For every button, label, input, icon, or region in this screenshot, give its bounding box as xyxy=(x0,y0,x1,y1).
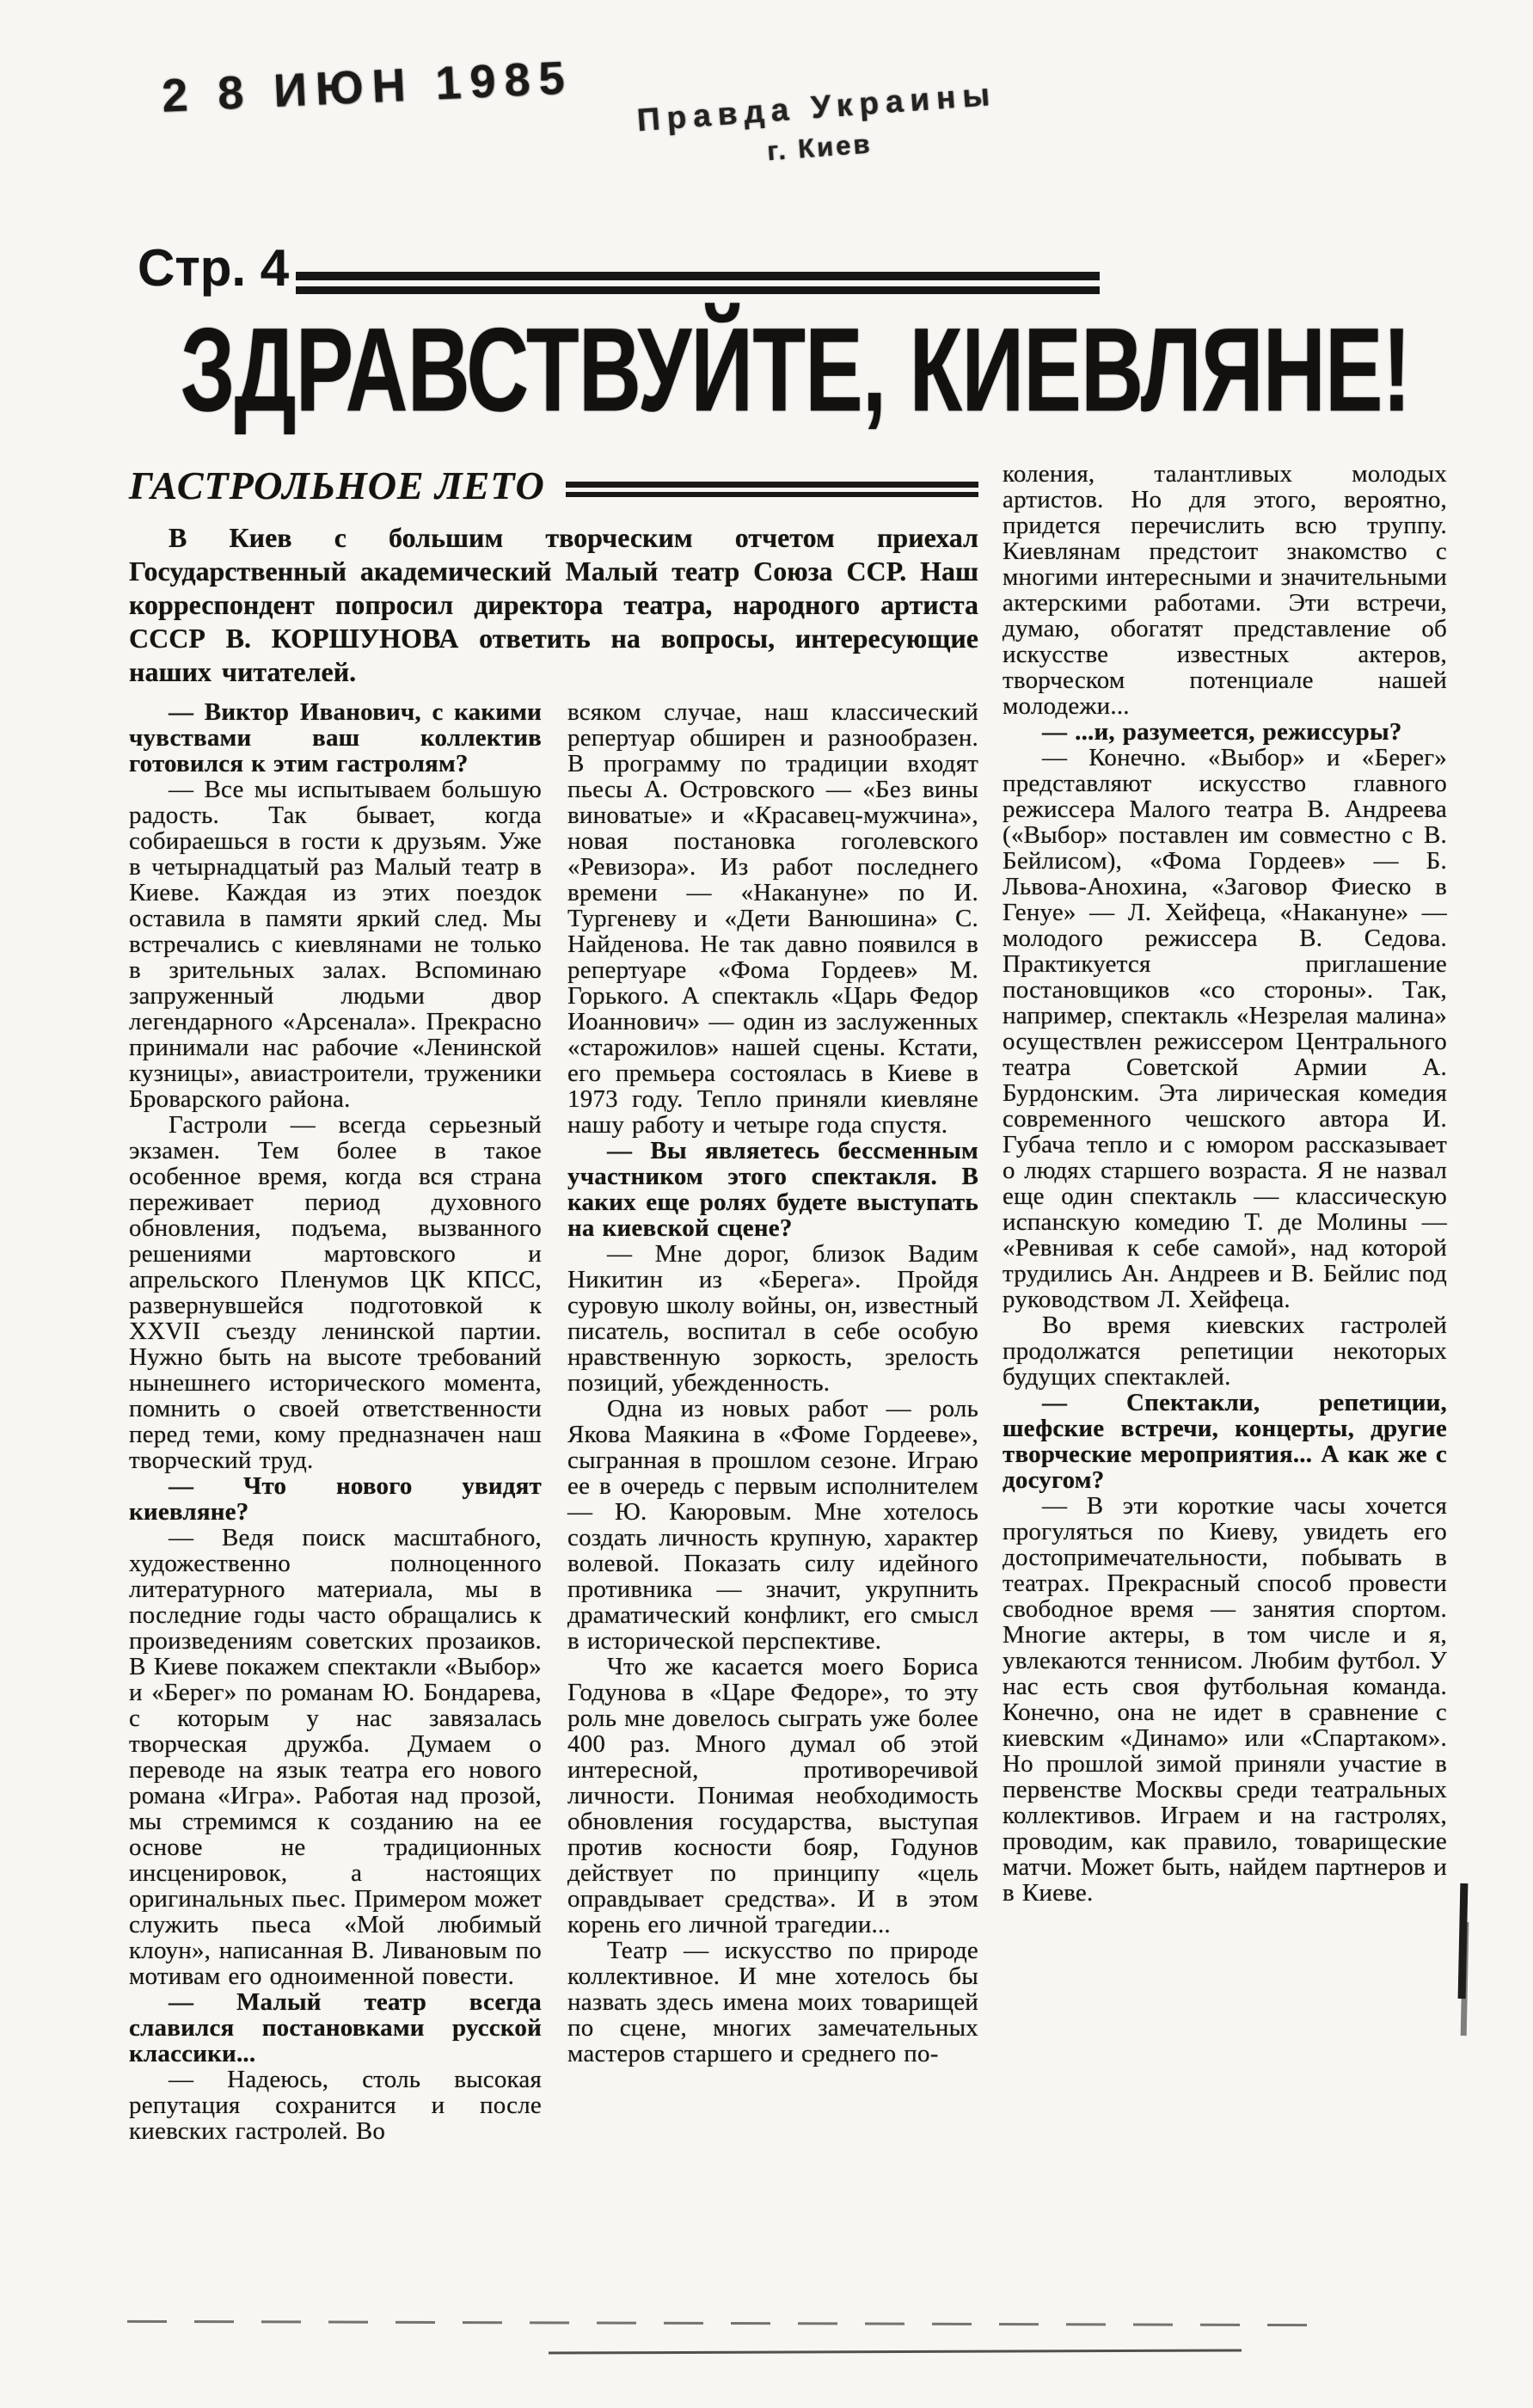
rubric-title: ГАСТРОЛЬНОЕ ЛЕТО xyxy=(129,463,545,507)
scan-artifact-bottom-edge-line xyxy=(127,2320,1324,2326)
article-paragraph: Во время киевских гастролей продолжатся репетиции некоторых будущих спектаклей. xyxy=(1003,1312,1447,1391)
rubric-rule xyxy=(566,482,978,497)
article-headline: ЗДРАВСТВУЙТЕ, КИЕВЛЯНЕ! xyxy=(181,304,1411,437)
article-paragraph: Гастроли — всегда серьезный экзамен. Тем более в такое особенное время, когда вся страна переживает период духовного обновления, подъема, вызванного решениями мартовского и апрельского Пленумов ЦК КПСС, развернувшейся подготовкой к XXVII съезду ленинской партии. Нужно быть на высоте требований нынешнего исторического момента, помнить о своей ответственности перед теми, кому предназначен наш творческий труд. xyxy=(129,1111,542,1475)
date-stamp: 2 8 ИЮН 1985 xyxy=(160,52,574,122)
article-paragraph: — Ведя поиск масштабного, художественно полноценного литературного материала, мы в последние годы часто обращались к произведениям советских прозаиков. В Киеве покажем спектакли «Выбор» и «Берег» по романам Ю. Бондарева, с которым у нас завязалась творческая дружба. Думаем о переводе на язык театра его нового романа «Игра». Работая над прозой, мы стремимся к созданию на ее основе не традиционных инсценировок, а настоящих оригинальных пьес. Примером может служить пьеса «Мой любимый клоун», написанная В. Ливановым по мотивам его одноименной повести. xyxy=(129,1524,542,1991)
article-paragraph: коления, талантливых молодых артистов. Но для этого, вероятно, придется перечислить всю труппу. Киевлянам предстоит знакомство с многими интересными и значительными актерскими работами. Эти встречи, думаю, обогатят представление об искусстве известных актеров, творческом потенциале нашей молодежи... xyxy=(1003,460,1447,720)
article-paragraph: Что же касается моего Бориса Годунова в «Царе Федоре», то эту роль мне довелось сыграть уже более 400 раз. Много думал об этой интересной, противоречивой личности. Понимая необходимость обновления государства, выступая против косности бояр, Годунов действует по принципу «цель оправдывает средства». И в этом корень его личной трагедии... xyxy=(567,1653,978,1939)
interview-question: — Что нового увидят киевляне? xyxy=(129,1472,542,1526)
page-header-rule xyxy=(296,272,1100,294)
columns-1-2 xyxy=(129,699,978,2144)
scan-artifact-bottom-edge-line-2 xyxy=(549,2349,1242,2354)
article-paragraph: всяком случае, наш классический репертуар обширен и разнообразен. В программу по традиции входят пьесы А. Островского — «Без вины виноватые» и «Красавец-мужчина», новая постановка гоголевского «Ревизора». Из работ последнего времени — «Накануне» по И. Тургеневу и «Дети Ванюшина» С. Найденова. Не так давно появился в репертуаре «Фома Гордеев» М. Горького. А спектакль «Царь Федор Иоаннович» — один из заслуженных «старожилов» нашей сцены. Кстати, его премьера состоялась в Киеве в 1973 году. Тепло приняли киевляне нашу работу и четыре года спустя. xyxy=(567,698,978,1140)
rubric-row xyxy=(129,461,978,509)
article-left-block xyxy=(129,461,978,2144)
interview-question: — Виктор Иванович, с какими чувствами ваш коллектив готовился к этим гастролям? xyxy=(129,698,542,778)
scan-artifact-right-edge-mark xyxy=(1458,1883,1469,1999)
page-header xyxy=(138,239,1100,297)
interview-question: — Малый театр всегда славился постановками русской классики... xyxy=(129,1988,542,2068)
article-column-2 xyxy=(567,699,978,2144)
page-number-label: Стр. 4 xyxy=(138,239,290,297)
lead-paragraph: В Киев с большим творческим отчетом приехал Государственный академический Малый театр Союза ССР. Наш корреспондент попросил директора театра, народного артиста СССР В. КОРШУНОВА ответить на вопросы, интересующие наших читателей. xyxy=(129,522,978,688)
article-column-3 xyxy=(1003,461,1447,2144)
article-paragraph: — В эти короткие часы хочется прогуляться по Киеву, увидеть его достопримечательности, побывать в театрах. Прекрасный способ провести свободное время — занятия спортом. Многие актеры, в том числе и я, увлекаются теннисом. Любим футбол. У нас есть своя футбольная команда. Конечно, она не идет в сравнение с киевским «Динамо» или «Спартаком». Но прошлой зимой приняли участие в первенстве Москвы среди театральных коллективов. Играем и на гастролях, проводим, как правило, товарищеские матчи. Может быть, найдем партнеров и в Киеве. xyxy=(1003,1492,1447,1907)
stamp-newspaper-name: Правда Украины xyxy=(635,76,998,138)
article-column-1 xyxy=(129,699,542,2144)
article-paragraph: Театр — искусство по природе коллективное. И мне хотелось бы назвать здесь имена моих товарищей по сцене, многих замечательных мастеров старшего и среднего по- xyxy=(567,1937,978,2068)
article-body xyxy=(129,461,1447,2144)
article-paragraph: Одна из новых работ — роль Якова Маякина в «Фоме Гордееве», сыгранная в прошлом сезоне. Играю ее в очередь с первым исполнителем — Ю. Каюровым. Мне хотелось создать личность крупную, характер волевой. Показать силу идейного противника — значит, укрупнить драматический конфликт, его смысл в исторической перспективе. xyxy=(567,1395,978,1656)
stamp-city: г. Киев xyxy=(765,128,874,167)
article-paragraph: — Конечно. «Выбор» и «Берег» представляют искусство главного режиссера Малого театра В. Андреева («Выбор» поставлен им совместно с В. Бейлисом), «Фома Гордеев» — Б. Львова-Анохина, «Заговор Фиеско в Генуе» — Л. Хейфеца, «Накануне» — молодого режиссера В. Седова. Практикуется приглашение постановщиков «со стороны». Так, например, спектакль «Незрелая малина» осуществлен режиссером Центрального театра Советской Армии А. Бурдонским. Эта лирическая комедия современного чешского автора И. Губача тепло и с юмором рассказывает о людях старшего возраста. Я не назвал еще один спектакль — классическую испанскую комедию Т. де Молины — «Ревнивая к себе самой», над которой трудились Ан. Андреев и В. Бейлис под руководством Л. Хейфеца. xyxy=(1003,744,1447,1313)
interview-question: — Спектакли, репетиции, шефские встречи, концерты, другие творческие мероприятия... А как же с досугом? xyxy=(1003,1389,1447,1494)
article-paragraph: — Надеюсь, столь высокая репутация сохранится и после киевских гастролей. Во xyxy=(129,2066,542,2146)
interview-question: — ...и, разумеется, режиссуры? xyxy=(1042,718,1402,746)
newspaper-stamp xyxy=(635,77,1000,176)
article-paragraph: — Мне дорог, близок Вадим Никитин из «Берега». Пройдя суровую школу войны, он, известный писатель, воспитал в себе особую нравственную зоркость, зрелость позиций, убежденность. xyxy=(567,1240,978,1398)
interview-question: — Вы являетесь бессменным участником этого спектакля. В каких еще ролях будете выступать на киевской сцене? xyxy=(567,1137,978,1243)
article-paragraph: — Все мы испытываем большую радость. Так бывает, когда собираешься в гости к друзьям. Уже в четырнадцатый раз Малый театр в Киеве. Каждая из этих поездок оставила в памяти яркий след. Мы встречались с киевлянами не только в зрительных залах. Вспоминаю запруженный людьми двор легендарного «Арсенала». Прекрасно принимали нас рабочие «Ленинской кузницы», авиастроители, труженики Броварского района. xyxy=(129,776,542,1114)
